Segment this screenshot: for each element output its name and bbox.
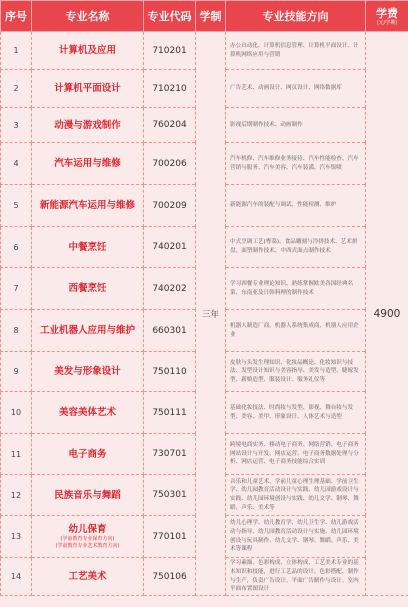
- skill-direction: 机器人制造厂商、机器人系统集成商、机器人应用企业: [226, 310, 366, 352]
- major-subtitle: (学前教育专业保育方向) (学前教育专业艺术教育方向): [55, 536, 120, 549]
- major-name: 民族音乐与舞蹈: [54, 489, 121, 501]
- skill-direction: 汽车机修、汽车维修业务接待、汽车性能检查、汽车营销与服务、汽车美容、汽车装潢、汽车钣喷: [226, 143, 366, 185]
- skill-direction: 学习素描、色彩构成、立体构成、工艺美术专业的基本知识和技能，进行工艺品的设计、色彩搭配、制作与生产，负责广告设计、平面广告制作与设计、室内平面布置图设计: [226, 558, 366, 596]
- skill-direction: 影视后期制作技术、动画制作: [226, 108, 366, 143]
- major-code: 710201: [144, 32, 196, 70]
- row-index: 2: [1, 70, 32, 108]
- major-name: 美发与形象设计: [54, 366, 121, 377]
- major-code: 710210: [144, 70, 196, 108]
- skill-direction: 跨境电商实务、移动电子商务、网络营销、电子商务网站设计与开发、网店运营、电子商务数据处理与分析、网店运营、电子商务技能综合实训: [226, 434, 366, 475]
- row-index: 12: [1, 475, 32, 516]
- major-code: 760204: [144, 108, 196, 143]
- major-name: 中餐烹饪: [68, 241, 107, 253]
- skill-direction: 广告艺术、动画设计、网页设计、网络数据库: [226, 70, 366, 108]
- skill-direction: 办公自动化、计算机信息管理、计算机平面设计、计算机网络应用与营销: [226, 32, 366, 70]
- major-code: 770101: [144, 516, 196, 558]
- major-code: 750106: [144, 558, 196, 596]
- major-name-cell: [32, 108, 144, 143]
- major-name-cell: [32, 143, 144, 185]
- major-code: 750110: [144, 352, 196, 392]
- skill-direction: 皮肤与头发生理知识、化妆品概论、化妆知识与技法、发型设计知识与美容指导、美发与造型、睫嫁发型、新娘造型、服装设计、服务礼仪等: [226, 352, 366, 392]
- major-name-cell: [32, 475, 144, 516]
- major-name-cell: [32, 185, 144, 227]
- header-name: 专业名称: [32, 1, 144, 32]
- major-name-cell: [32, 70, 144, 108]
- header-fee-unit: (元/学期): [376, 19, 398, 26]
- major-name: 西餐烹饪: [68, 283, 107, 294]
- major-name-cell: [32, 434, 144, 475]
- major-name-cell: [32, 227, 144, 268]
- skill-direction: 新能源汽车的装配与调试、性能检测、维护: [226, 185, 366, 227]
- major-name-cell: [32, 310, 144, 352]
- row-index: 9: [1, 352, 32, 392]
- skill-direction: 中式烹调工艺(粤菜)、食品雕刻与冷拼技术、艺术拼盘、面塑制作技术、中西式面点制作技术: [226, 227, 366, 268]
- major-code: 660301: [144, 310, 196, 352]
- row-index: 14: [1, 558, 32, 596]
- major-name: 幼儿保育: [68, 524, 107, 535]
- major-name: 汽车运用与维修: [54, 158, 121, 169]
- skill-direction: 音乐和儿童艺术、学前儿童心理生理基础、学前卫生学、幼儿园教育活动设计与实践、幼儿园游戏设计与实践、幼儿园环境创设与实践、幼儿文学、钢琴、舞蹈、声乐、美术等: [226, 475, 366, 516]
- major-name-cell: [32, 268, 144, 310]
- skill-direction: 基础化妆技法、时尚妆与发型、影视、舞台妆与发型、美容、美甲、形象设计、人体艺术与造型: [226, 392, 366, 434]
- table-body: [1, 32, 408, 596]
- major-name-cell: [32, 558, 144, 596]
- header-length: 学制: [196, 1, 226, 32]
- major-name-cell: [32, 516, 144, 558]
- major-name-cell: [32, 392, 144, 434]
- study-length: 三年: [196, 32, 226, 596]
- header-index: 序号: [1, 1, 32, 32]
- major-code: 750301: [144, 475, 196, 516]
- major-name-cell: [32, 32, 144, 70]
- tuition-fee: 4900: [366, 32, 408, 596]
- row-index: 5: [1, 185, 32, 227]
- major-name: 工艺美术: [68, 571, 107, 582]
- major-name: 计算机平面设计: [54, 83, 121, 94]
- header-fee: [366, 1, 408, 32]
- header-skills: 专业技能方向: [226, 1, 366, 32]
- row-index: 10: [1, 392, 32, 434]
- row-index: 1: [1, 32, 32, 70]
- major-name: 新能源汽车运用与维修: [39, 200, 135, 211]
- major-code: 700206: [144, 143, 196, 185]
- major-code: 740202: [144, 268, 196, 310]
- major-code: 730701: [144, 434, 196, 475]
- skill-direction: 学习西餐专业理论知识、熟练掌握欧美各国经典名菜、东南亚及日韩料理的制作技术: [226, 268, 366, 310]
- row-index: 7: [1, 268, 32, 310]
- major-name: 计算机及应用: [58, 45, 116, 56]
- major-name-cell: [32, 352, 144, 392]
- header-code: 专业代码: [144, 1, 196, 32]
- major-name: 动漫与游戏制作: [54, 119, 121, 131]
- row-index: 11: [1, 434, 32, 475]
- row-index: 3: [1, 108, 32, 143]
- table-row: [1, 32, 408, 70]
- row-index: 4: [1, 143, 32, 185]
- row-index: 13: [1, 516, 32, 558]
- header-fee-label: 学费: [376, 6, 398, 20]
- row-index: 8: [1, 310, 32, 352]
- major-name: 工业机器人应用与维护: [39, 325, 135, 336]
- major-code: 750111: [144, 392, 196, 434]
- major-code: 740201: [144, 227, 196, 268]
- skill-direction: 幼儿心理学、幼儿教育学、幼儿卫生学、幼儿游戏活动与指导、幼儿园教育活动设计与实施、幼儿园环境创设与玩具制作、幼儿文学、钢琴、舞蹈、声乐、美术等课程: [226, 516, 366, 558]
- row-index: 6: [1, 227, 32, 268]
- header-row: [1, 1, 408, 32]
- major-code: 700209: [144, 185, 196, 227]
- major-name: 电子商务: [68, 448, 107, 460]
- major-name: 美容美体艺术: [58, 407, 116, 418]
